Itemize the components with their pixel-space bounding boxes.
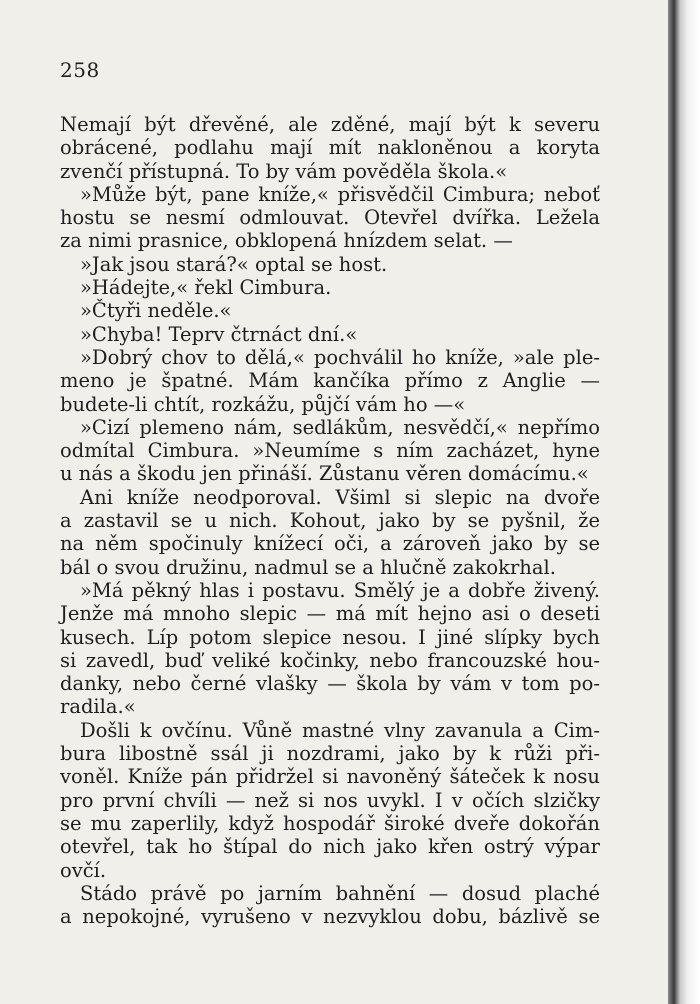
text-line: odmítal Cimbura. »Neumíme s ním zacházet, hyne bbox=[60, 439, 600, 463]
text-line: u nás a škodu jen přináší. Zůstanu věren domácímu.« bbox=[60, 462, 589, 486]
text-line: bál o svou družinu, nadmul se a hlučně zakokrhal. bbox=[60, 555, 556, 579]
text-line: »Chyba! Teprv čtrnáct dní.« bbox=[80, 322, 358, 346]
text-line: »Dobrý chov to dělá,« pochválil ho kníže, »ale ple- bbox=[80, 345, 600, 369]
text-line: a zastavil se u nich. Kohout, jako by se pyšnil, že bbox=[60, 509, 600, 533]
text-line: Došli k ovčínu. Vůně mastné vlny zavanula a Cim- bbox=[80, 718, 600, 742]
body-text bbox=[60, 113, 600, 928]
text-line: na něm spočinuly knížecí oči, a zároveň jako by se bbox=[60, 532, 600, 556]
text-line: danky, nebo černé vlašky — škola by vám v tom po- bbox=[60, 672, 600, 696]
text-line: zvenčí přístupná. To by vám pověděla škola.« bbox=[60, 159, 508, 183]
text-line: za nimi prasnice, obklopená hnízdem selat. — bbox=[60, 229, 513, 253]
book-gutter-shadow bbox=[668, 0, 700, 1004]
page-number: 258 bbox=[60, 58, 100, 82]
text-line: budete-li chtít, rozkážu, půjčí vám ho —« bbox=[60, 392, 466, 416]
text-line: obrácené, podlahu mají mít nakloněnou a koryta bbox=[60, 136, 600, 160]
text-line: Ani kníže neodporoval. Všiml si slepic na dvoře bbox=[80, 485, 600, 509]
text-line: kusech. Líp potom slepice nesou. I jiné slípky bych bbox=[60, 625, 600, 649]
text-line: bura libostně ssál ji nozdrami, jako by k růži při- bbox=[60, 742, 600, 766]
text-line: pro první chvíli — než si nos uvykl. I v očích slzičky bbox=[60, 788, 600, 812]
text-line: Nemají být dřevěné, ale zděné, mají být k severu bbox=[60, 113, 600, 136]
text-line: »Jak jsou stará?« optal se host. bbox=[80, 252, 388, 276]
text-line: meno je špatné. Mám kančíka přímo z Anglie — bbox=[60, 369, 600, 393]
text-line: »Čtyři neděle.« bbox=[80, 299, 232, 323]
text-line: se mu zaperlily, když hospodář široké dveře dokořán bbox=[60, 811, 600, 835]
text-line: »Cizí plemeno nám, sedlákům, nesvědčí,« nepřímo bbox=[80, 415, 600, 439]
text-line: a nepokojné, vyrušeno v nezvyklou dobu, bázlivě se bbox=[60, 905, 600, 929]
text-line: Jenže má mnoho slepic — má mít hejno asi o deseti bbox=[60, 602, 600, 626]
text-line: voněl. Kníže pán přidržel si navoněný šáteček k nosu bbox=[60, 765, 600, 789]
text-line: »Má pěkný hlas i postavu. Smělý je a dobře živený. bbox=[80, 578, 600, 602]
text-line: hostu se nesmí odmlouvat. Otevřel dvířka. Ležela bbox=[60, 206, 600, 230]
text-line: Stádo právě po jarním bahnění — dosud plaché bbox=[80, 881, 600, 905]
text-line: otevřel, tak ho štípal do nich jako křen ostrý výpar bbox=[60, 835, 600, 859]
text-line: »Hádejte,« řekl Cimbura. bbox=[80, 276, 332, 300]
text-line: »Může být, pane kníže,« přisvědčil Cimbura; neboť bbox=[80, 182, 600, 206]
text-line: radila.« bbox=[60, 695, 136, 719]
text-line: ovčí. bbox=[60, 858, 107, 882]
text-line: si zavedl, buď veliké kočinky, nebo francouzské hou- bbox=[60, 648, 600, 672]
